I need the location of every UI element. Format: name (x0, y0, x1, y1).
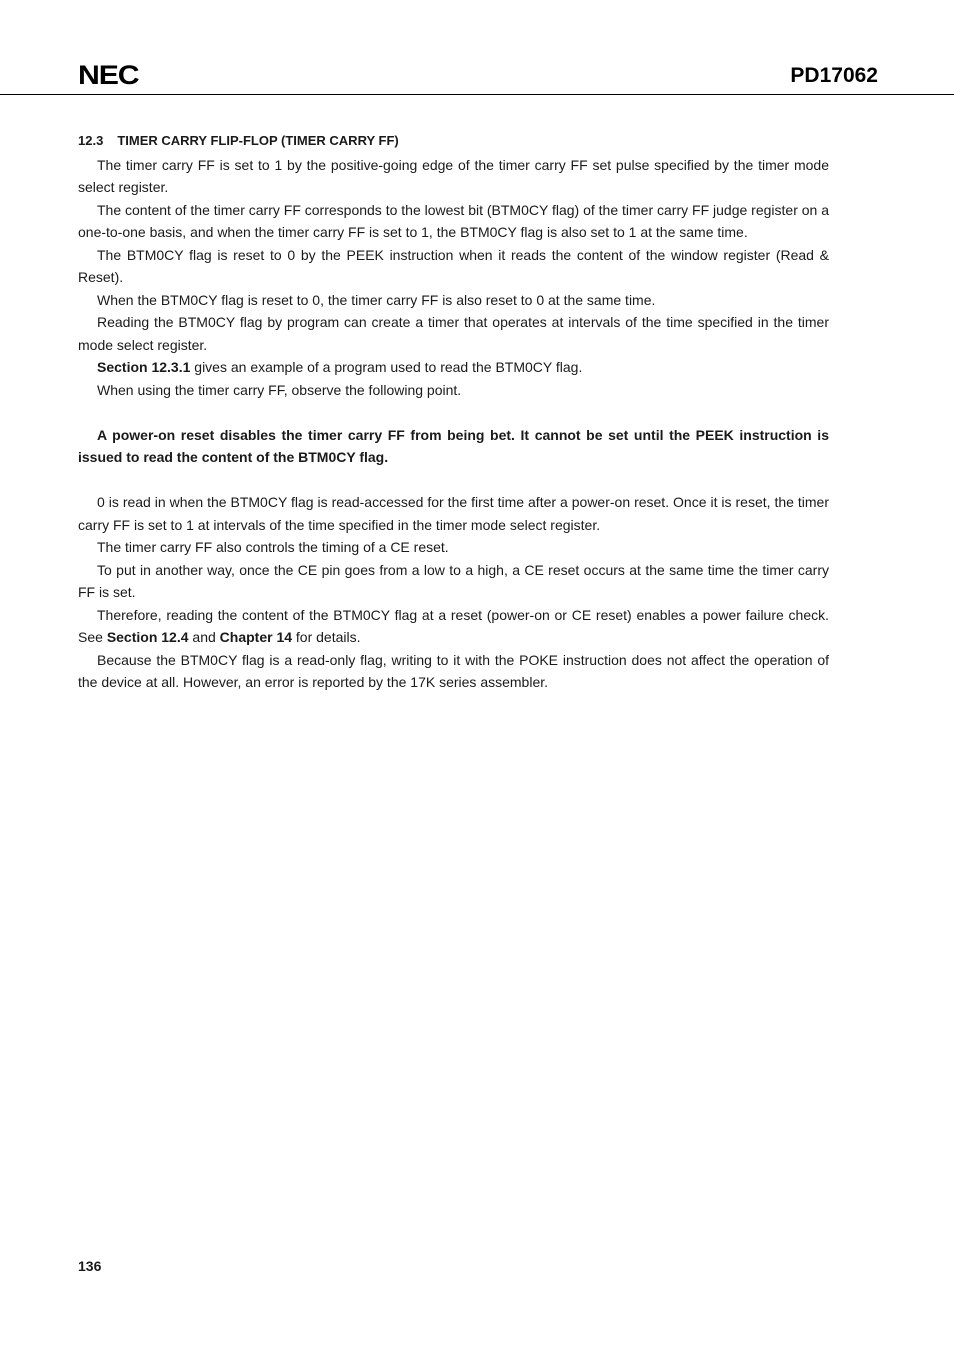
page-number: 136 (78, 1258, 102, 1274)
paragraph: To put in another way, once the CE pin goes from a low to a high, a CE reset occurs at the same time the timer carry FF is set. (78, 561, 829, 600)
paragraph: 0 is read in when the BTM0CY flag is read-accessed for the first time after a power-on reset. Once it is reset, the timer carry FF is set to 1 at intervals of the time specified in the timer mode select register. (78, 494, 829, 533)
header-divider (0, 94, 954, 95)
chapter-reference: Chapter 14 (219, 629, 293, 645)
paragraph: The content of the timer carry FF corresponds to the lowest bit (BTM0CY flag) of the timer carry FF judge register on a one-to-one basis, and when the timer carry FF is set to 1, the BTM0CY flag is also set to 1 at the same time. (78, 201, 829, 240)
section-reference: Section 12.4 (106, 629, 189, 645)
paragraph: The timer carry FF is set to 1 by the positive-going edge of the timer carry FF set pulse specified by the timer mode select register. (78, 156, 829, 195)
document-id: PD17062 (790, 64, 878, 87)
section-heading (78, 130, 829, 153)
paragraph-text: for details. (292, 629, 361, 645)
section-number: 12.3 (78, 133, 104, 148)
spacer (78, 469, 829, 492)
paragraph (78, 604, 829, 649)
caution-note: A power-on reset disables the timer carry FF from being bet. It cannot be set until the PEEK instruction is issued to read the content of the BTM0CY flag. (78, 426, 829, 465)
page-body (78, 130, 829, 694)
paragraph-text: gives an example of a program used to read the BTM0CY flag. (190, 359, 583, 375)
paragraph (78, 356, 829, 379)
spacer (78, 401, 829, 424)
paragraph: Because the BTM0CY flag is a read-only flag, writing to it with the POKE instruction does not affect the operation of the device at all. However, an error is reported by the 17K series assembler. (78, 651, 829, 690)
paragraph-text: Therefore, reading the content of the BTM0CY flag at a reset (power-on or CE reset) enables a power failure check. See (78, 606, 829, 645)
section-title: TIMER CARRY FLIP-FLOP (TIMER CARRY FF) (117, 133, 399, 148)
paragraph: Reading the BTM0CY flag by program can create a timer that operates at intervals of the time specified in the timer mode select register. (78, 314, 829, 353)
paragraph: When using the timer carry FF, observe the following point. (97, 381, 462, 398)
paragraph-text: and (188, 629, 220, 645)
paragraph: The BTM0CY flag is reset to 0 by the PEEK instruction when it reads the content of the window register (Read & Reset). (78, 246, 829, 285)
paragraph: When the BTM0CY flag is reset to 0, the timer carry FF is also reset to 0 at the same time. (97, 291, 656, 308)
paragraph: The timer carry FF also controls the timing of a CE reset. (97, 539, 449, 555)
nec-logo: NEC (78, 60, 139, 90)
section-reference: Section 12.3.1 (97, 359, 191, 375)
